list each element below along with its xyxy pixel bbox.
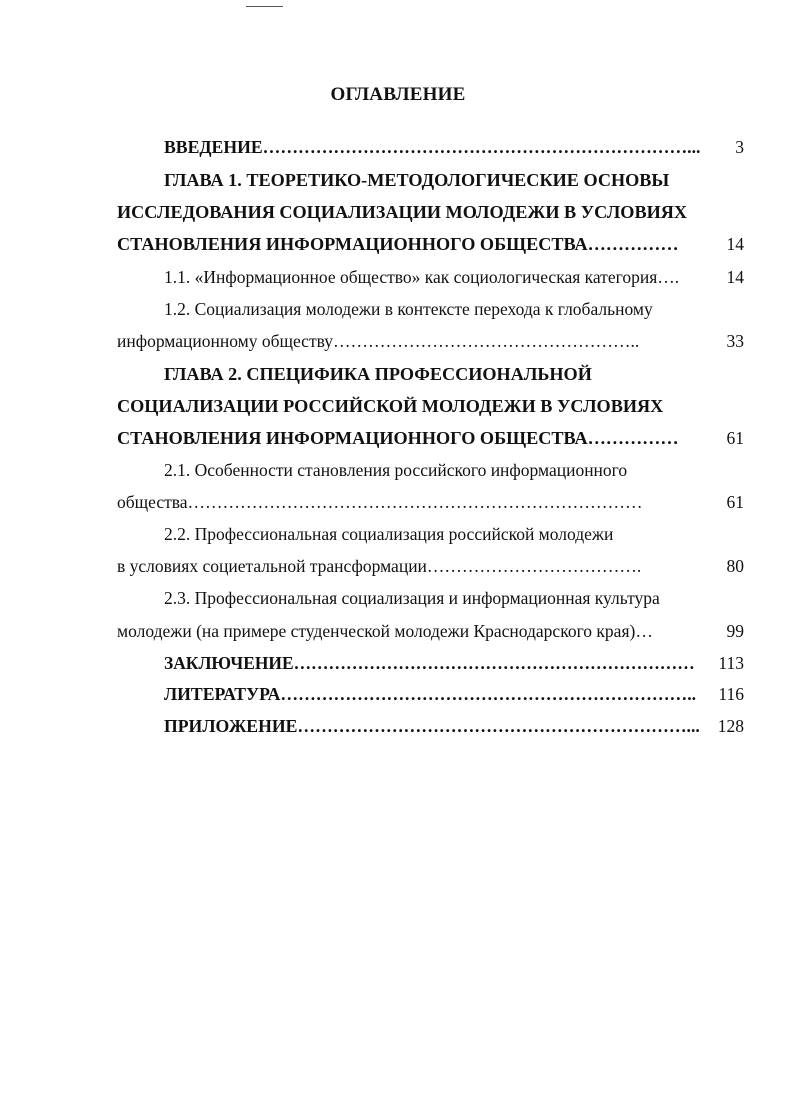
toc-entry-section-1-2-end[interactable] <box>0 328 796 354</box>
toc-entry-text: 2.1. Особенности становления российского информационного <box>164 460 628 480</box>
toc-entry-text: ПРИЛОЖЕНИЕ…………………………………………………………... <box>164 716 700 736</box>
toc-entry-section-2-2-end[interactable] <box>0 553 796 579</box>
toc-entry-introduction[interactable] <box>0 134 796 160</box>
toc-entry-page: 14 <box>726 267 744 287</box>
toc-entry-section-1-2[interactable] <box>0 296 796 322</box>
toc-entry-page: 61 <box>726 428 744 448</box>
toc-entry-page: 3 <box>735 137 744 157</box>
toc-entry-text: ЛИТЕРАТУРА…………………………………………………………….. <box>164 684 697 704</box>
toc-entry-page: 128 <box>717 716 744 736</box>
toc-entry-section-2-1[interactable] <box>0 457 796 483</box>
toc-entry-section-1-1[interactable] <box>0 264 796 290</box>
toc-entry-text: СТАНОВЛЕНИЯ ИНФОРМАЦИОННОГО ОБЩЕСТВА…………… <box>117 234 679 254</box>
toc-entry-section-2-3-end[interactable] <box>0 618 796 644</box>
toc-entry-text: СТАНОВЛЕНИЯ ИНФОРМАЦИОННОГО ОБЩЕСТВА…………… <box>117 428 679 448</box>
toc-entry-chapter-2[interactable] <box>0 361 796 387</box>
toc-entry-text: ВВЕДЕНИЕ………………………………………………………………... <box>164 137 701 157</box>
toc-entry-literature[interactable] <box>0 681 796 707</box>
toc-entry-chapter-2-end[interactable] <box>0 425 796 451</box>
top-rule <box>246 6 283 7</box>
toc-entry-text: ЗАКЛЮЧЕНИЕ…………………………………………………………… <box>164 653 695 673</box>
toc-entry-appendix[interactable] <box>0 713 796 739</box>
toc-entry-page: 33 <box>726 331 744 351</box>
toc-entry-section-2-1-end[interactable] <box>0 489 796 515</box>
toc-entry-text: 1.2. Социализация молодежи в контексте перехода к глобальному <box>164 299 653 319</box>
toc-entry-page: 80 <box>726 556 744 576</box>
toc-entry-chapter-1[interactable] <box>0 167 796 193</box>
toc-entry-text: в условиях социетальной трансформации………………………………. <box>117 556 642 576</box>
toc-title: ОГЛАВЛЕНИЕ <box>330 84 466 105</box>
toc-entry-text: ГЛАВА 2. СПЕЦИФИКА ПРОФЕССИОНАЛЬНОЙ <box>164 364 592 384</box>
toc-entry-section-2-3[interactable] <box>0 585 796 611</box>
toc-entry-text: 1.1. «Информационное общество» как социологическая категория…. <box>164 267 680 287</box>
toc-entry-text: 2.3. Профессиональная социализация и информационная культура <box>164 588 660 608</box>
toc-entry-page: 14 <box>726 234 744 254</box>
toc-entry-text: общества…………………………………………………………………… <box>117 492 643 512</box>
toc-entry-text: СОЦИАЛИЗАЦИИ РОССИЙСКОЙ МОЛОДЕЖИ В УСЛОВИЯХ <box>117 396 664 416</box>
toc-entry-page: 99 <box>726 621 744 641</box>
toc-entry-text: молодежи (на примере студенческой молодежи Краснодарского края)… <box>117 621 653 641</box>
toc-entry-page: 113 <box>718 653 744 673</box>
toc-entry-text: информационному обществу…………………………………………….. <box>117 331 640 351</box>
toc-entry-text: ИССЛЕДОВАНИЯ СОЦИАЛИЗАЦИИ МОЛОДЕЖИ В УСЛОВИЯХ <box>117 202 687 222</box>
toc-entry-page: 61 <box>726 492 744 512</box>
toc-entry-chapter-2-cont[interactable] <box>0 393 796 419</box>
toc-entry-section-2-2[interactable] <box>0 521 796 547</box>
toc-entry-chapter-1-cont[interactable] <box>0 199 796 225</box>
toc-entry-text: ГЛАВА 1. ТЕОРЕТИКО-МЕТОДОЛОГИЧЕСКИЕ ОСНОВЫ <box>164 170 670 190</box>
toc-entry-page: 116 <box>718 684 744 704</box>
toc-entry-text: 2.2. Профессиональная социализация российской молодежи <box>164 524 614 544</box>
toc-entry-chapter-1-end[interactable] <box>0 231 796 257</box>
toc-entry-conclusion[interactable] <box>0 650 796 676</box>
